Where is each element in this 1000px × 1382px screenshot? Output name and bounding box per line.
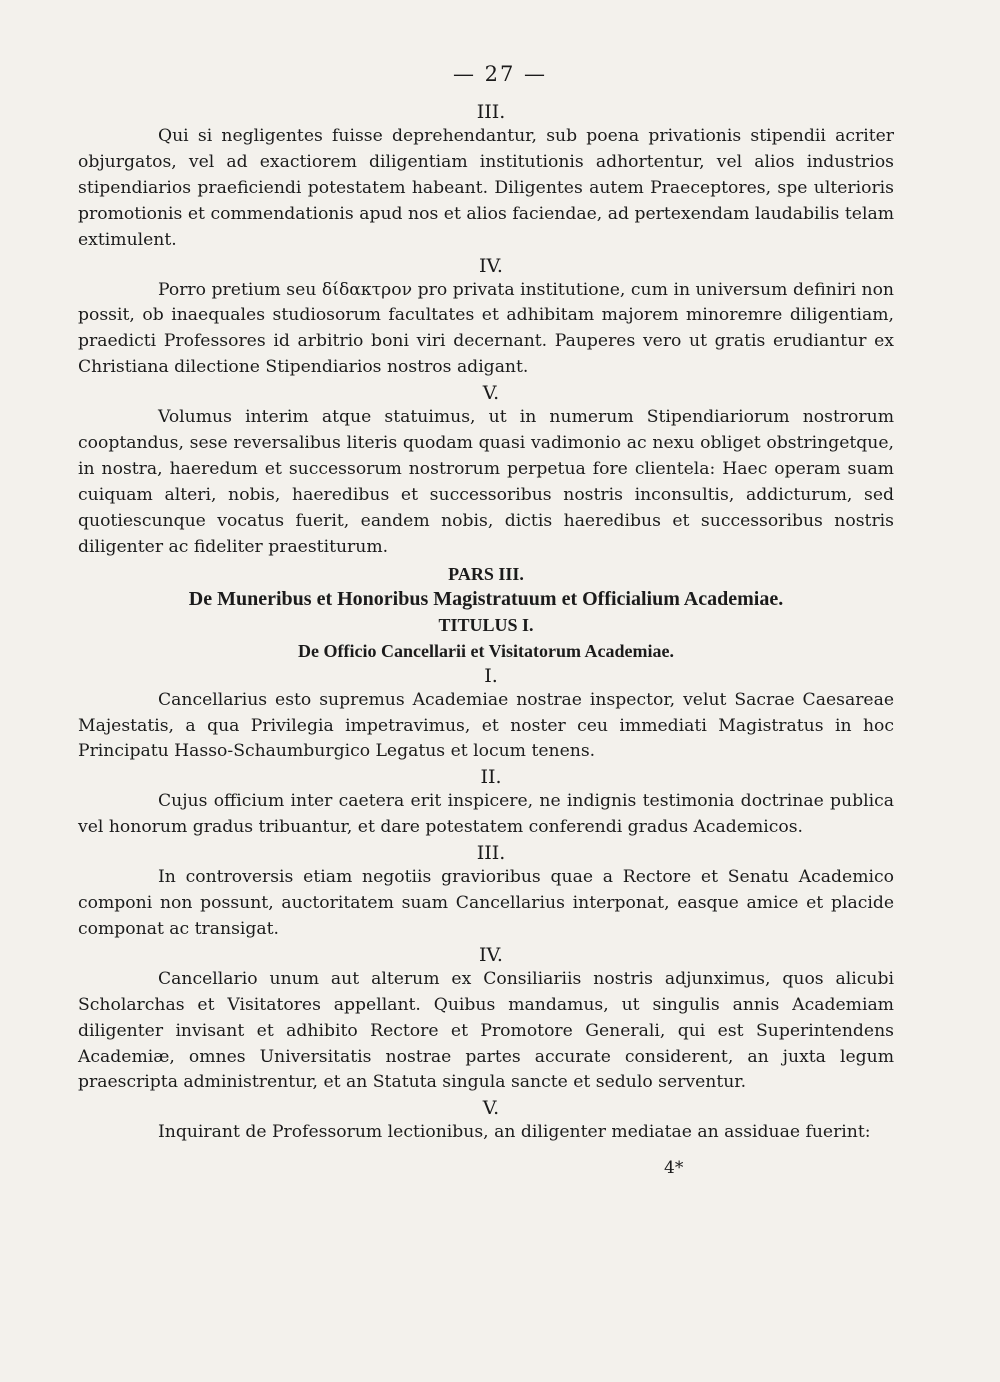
paragraph: Qui si negligentes fuisse deprehendantur, sub poena privationis stipendii acriter objurgatos, vel ad exactiorem diligentiam institutionis adhortentur, vel alios industrios stipendiarios praeficiendi potestatem habeant. Diligentes autem Praeceptores, spe ulterioris promotionis et commendationis apud nos et alios faciendae, ad pertexendam laudabilis telam extimulent. <box>78 126 894 250</box>
page-body <box>78 100 894 1146</box>
page-number: — 27 — <box>452 62 548 86</box>
section-heading: I. <box>484 664 498 687</box>
section-heading: IV. <box>479 254 503 277</box>
paragraph: In controversis etiam negotiis gravioribus quae a Rectore et Senatu Academico componi non possunt, auctoritatem suam Cancellarius interponat, easque amice et placide componat ac transigat. <box>78 867 894 939</box>
section-heading: V. <box>482 1097 500 1120</box>
paragraph: Volumus interim atque statuimus, ut in numerum Stipendiariorum nostrorum cooptandus, sese reversalibus literis quodam quasi vadimonio ac nexu obliget obstringetque, in nostra, haeredum et successorum nostrorum perpetua fore clientela: Haec operam suam cuiquam alteri, nobis, haeredibus et successoribus nostris inconsultis, addicturum, sed quotiescunque vocatus fuerit, eandem nobis, dictis haeredibus et successoribus nostris diligenter ac fideliter praestiturum. <box>78 407 894 557</box>
part-subtitle: De Muneribus et Honoribus Magistratuum et Officialium Academiae. <box>188 587 784 610</box>
paragraph: Inquirant de Professorum lectionibus, an diligenter mediatae an assiduae fuerint: <box>158 1122 871 1143</box>
signature-mark: 4* <box>664 1158 684 1178</box>
section-heading: IV. <box>479 943 503 966</box>
paragraph: Cancellario unum aut alterum ex Consiliariis nostris adjunximus, quos alicubi Scholarchas et Visitatores appellant. Quibus mandamus, ut singulis annis Academiam diligenter invisant et adhibito Rectore et Promotore Generali, qui est Superintendens Academiæ, omnes Universitatis nostrae partes accurate considerent, an juxta legum praescripta administrentur, et an Statuta singula sancte et sedulo serventur. <box>78 968 894 1093</box>
title-label: TITULUS I. <box>438 614 534 635</box>
section-heading: III. <box>476 101 506 123</box>
paragraph: Cujus officium inter caetera erit inspicere, ne indignis testimonia doctrinae publica vel honorum gradus tribuantur, et dare potestatem conferendi gradus Academicos. <box>78 791 894 838</box>
section-heading: III. <box>476 842 506 865</box>
part-title: PARS III. <box>448 563 524 584</box>
paragraph: Porro pretium seu δίδακτρον pro privata institutione, cum in universum definiri non possit, ob inaequales studiosorum facultates et adhibitam majorem minoremre diligentiam, praedicti Professores id arbitrio boni viri decernant. Pauperes vero ut gratis erudiantur ex Christiana dilectione Stipendiarios nostros adigant. <box>78 279 894 378</box>
title-subtitle: De Officio Cancellarii et Visitatorum Academiae. <box>298 640 674 661</box>
paragraph: Cancellarius esto supremus Academiae nostrae inspector, velut Sacrae Caesareae Majestatis, a qua Privilegia impetravimus, et noster ceu immediati Magistratus in hoc Principatu Hasso-Schaumburgico Legatus et locum tenens. <box>78 689 894 762</box>
section-heading: II. <box>480 766 502 789</box>
section-heading: V. <box>482 382 500 405</box>
